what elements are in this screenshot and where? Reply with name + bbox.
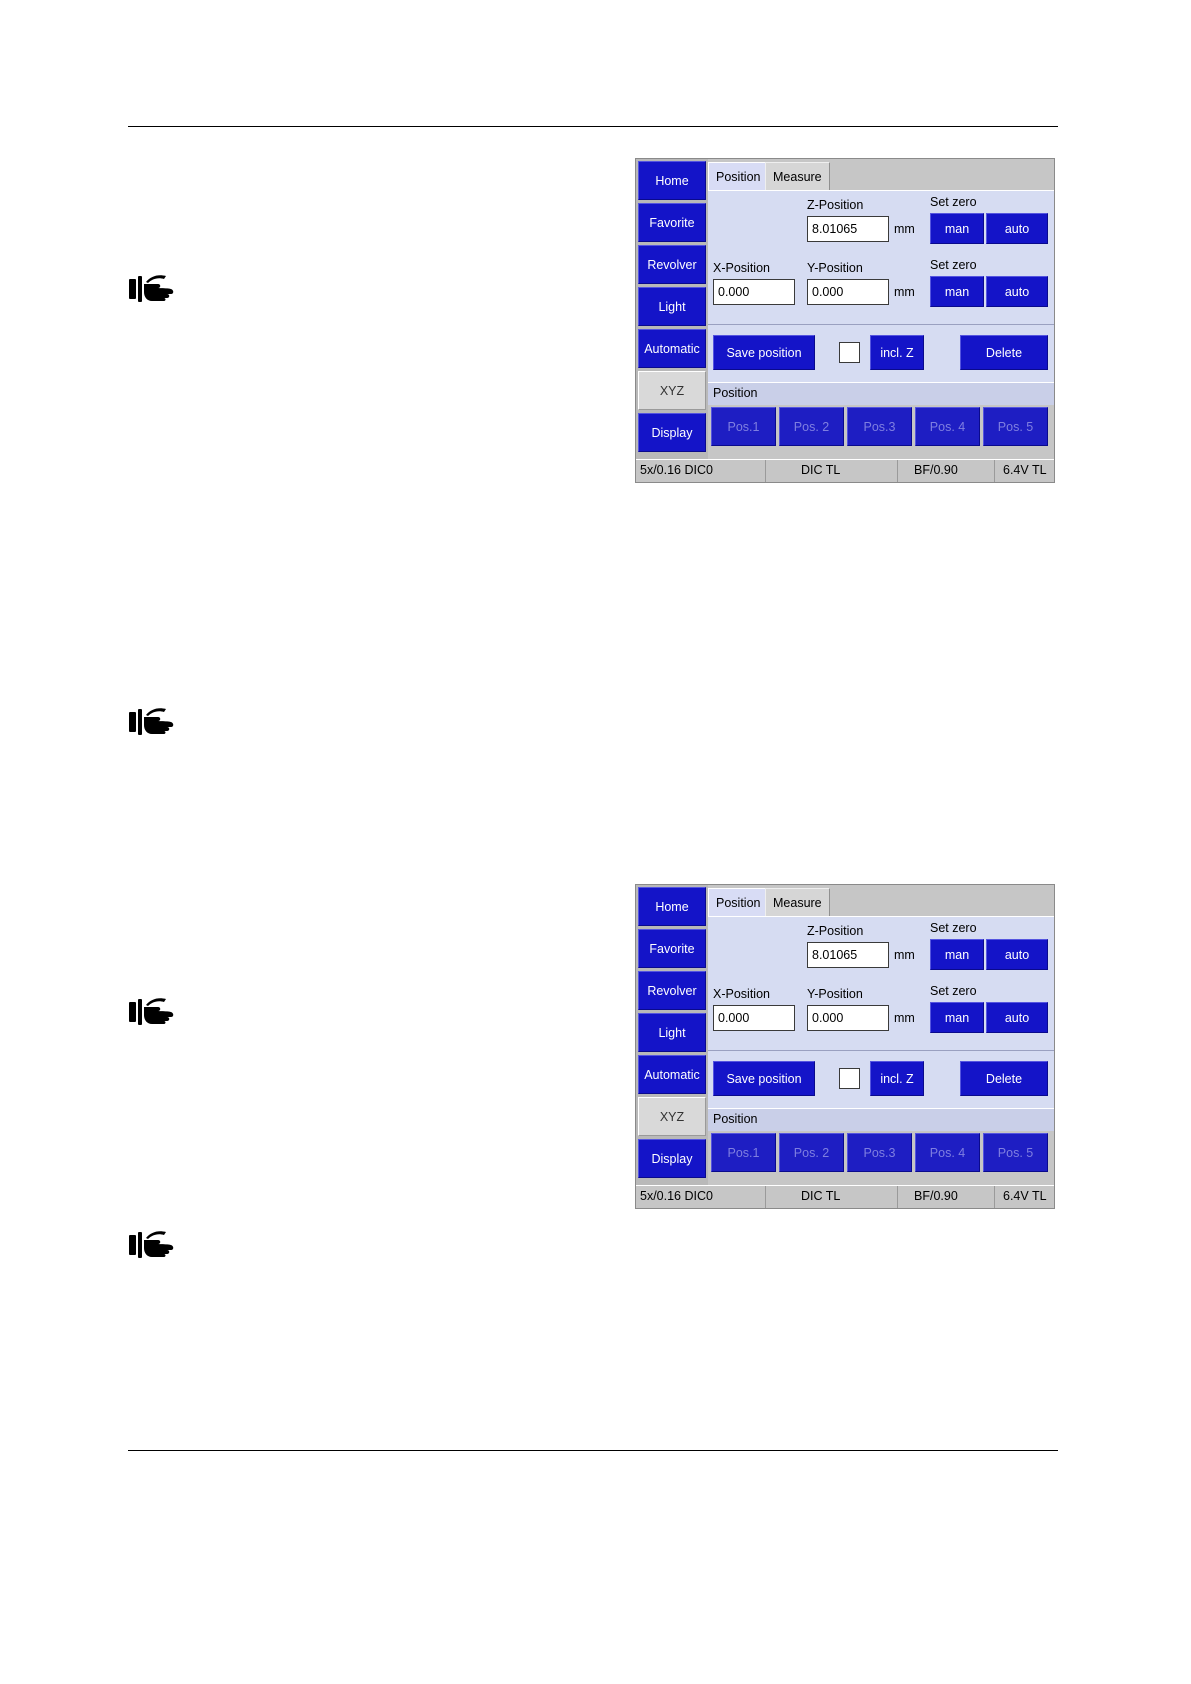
set-zero-auto-button-top[interactable] bbox=[986, 939, 1048, 970]
sidebar-item-revolver[interactable] bbox=[638, 245, 706, 284]
set-zero-auto-button-bottom[interactable] bbox=[986, 276, 1048, 307]
save-position-row bbox=[708, 1050, 1054, 1109]
button-label: man bbox=[944, 221, 970, 236]
x-position-label: X-Position bbox=[713, 261, 770, 275]
position-group-header bbox=[708, 1108, 1054, 1132]
position-button-1[interactable] bbox=[711, 1133, 776, 1172]
status-divider bbox=[897, 1186, 898, 1208]
position-button-3[interactable] bbox=[847, 1133, 912, 1172]
button-label: man bbox=[944, 947, 970, 962]
set-zero-auto-button-bottom[interactable] bbox=[986, 1002, 1048, 1033]
xyz-control-panel[interactable] bbox=[635, 884, 1055, 1209]
button-label: Pos. 4 bbox=[929, 419, 966, 434]
x-position-input[interactable] bbox=[713, 279, 795, 305]
z-position-input[interactable] bbox=[807, 216, 889, 242]
panel-sidebar bbox=[636, 159, 708, 482]
save-position-row bbox=[708, 324, 1054, 383]
x-position-value: 0.000 bbox=[718, 1011, 750, 1025]
y-position-label: Y-Position bbox=[807, 261, 863, 275]
z-position-unit: mm bbox=[894, 222, 915, 236]
z-position-unit: mm bbox=[894, 948, 915, 962]
hand-pointer-icon bbox=[128, 995, 186, 1029]
tabstrip bbox=[708, 885, 1054, 916]
sidebar-item-label: XYZ bbox=[659, 383, 685, 398]
button-label: Pos. 5 bbox=[997, 419, 1034, 434]
status-contrast: DIC TL bbox=[801, 1189, 841, 1203]
button-label: auto bbox=[1004, 221, 1030, 236]
sidebar-item-label: Revolver bbox=[647, 983, 697, 998]
button-label: incl. Z bbox=[880, 345, 914, 360]
sidebar-item-favorite[interactable] bbox=[638, 929, 706, 968]
button-label: Delete bbox=[985, 345, 1023, 360]
set-zero-label-bottom: Set zero bbox=[930, 984, 977, 998]
status-condenser: BF/0.90 bbox=[914, 1189, 958, 1203]
position-button-4[interactable] bbox=[915, 1133, 980, 1172]
position-fields-area bbox=[708, 190, 1054, 325]
position-button-5[interactable] bbox=[983, 407, 1048, 446]
sidebar-item-label: Favorite bbox=[649, 941, 695, 956]
panel-content bbox=[708, 159, 1054, 482]
incl-z-button[interactable] bbox=[870, 335, 924, 370]
sidebar-item-automatic[interactable] bbox=[638, 329, 706, 368]
xy-position-unit: mm bbox=[894, 285, 915, 299]
sidebar-item-label: Display bbox=[651, 425, 693, 440]
status-divider bbox=[994, 1186, 995, 1208]
status-lamp: 6.4V TL bbox=[1003, 463, 1047, 477]
sidebar-item-light[interactable] bbox=[638, 287, 706, 326]
status-contrast: DIC TL bbox=[801, 463, 841, 477]
panel-content bbox=[708, 885, 1054, 1208]
set-zero-auto-button-top[interactable] bbox=[986, 213, 1048, 244]
position-button-3[interactable] bbox=[847, 407, 912, 446]
status-divider bbox=[897, 460, 898, 482]
button-label: auto bbox=[1004, 947, 1030, 962]
sidebar-item-label: Home bbox=[655, 899, 689, 914]
z-position-value: 8.01065 bbox=[812, 948, 858, 962]
button-label: Pos. 2 bbox=[793, 1145, 830, 1160]
set-zero-man-button-top[interactable] bbox=[930, 939, 984, 970]
tab-label: Measure bbox=[773, 169, 822, 184]
sidebar-item-label: Light bbox=[658, 1025, 686, 1040]
sidebar-item-automatic[interactable] bbox=[638, 1055, 706, 1094]
sidebar-item-label: Home bbox=[655, 173, 689, 188]
button-label: auto bbox=[1004, 284, 1030, 299]
sidebar-item-label: Favorite bbox=[649, 215, 695, 230]
position-button-2[interactable] bbox=[779, 407, 844, 446]
position-button-5[interactable] bbox=[983, 1133, 1048, 1172]
position-group-header bbox=[708, 382, 1054, 406]
button-label: man bbox=[944, 284, 970, 299]
button-label: Pos.3 bbox=[863, 419, 896, 434]
sidebar-item-home[interactable] bbox=[638, 887, 706, 926]
set-zero-man-button-bottom[interactable] bbox=[930, 1002, 984, 1033]
x-position-input[interactable] bbox=[713, 1005, 795, 1031]
button-label: Pos.1 bbox=[727, 1145, 760, 1160]
x-position-value: 0.000 bbox=[718, 285, 750, 299]
position-buttons-row bbox=[708, 405, 1054, 448]
hand-pointer-icon bbox=[128, 272, 186, 306]
header-rule bbox=[128, 126, 1058, 127]
button-label: Save position bbox=[726, 1071, 802, 1086]
button-label: auto bbox=[1004, 1010, 1030, 1025]
xyz-control-panel[interactable] bbox=[635, 158, 1055, 483]
z-position-label: Z-Position bbox=[807, 924, 864, 938]
tab-measure[interactable] bbox=[765, 162, 830, 190]
incl-z-checkbox[interactable] bbox=[839, 1068, 860, 1089]
save-position-button[interactable] bbox=[713, 1061, 815, 1096]
y-position-label: Y-Position bbox=[807, 987, 863, 1001]
sidebar-item-xyz[interactable] bbox=[638, 371, 706, 410]
set-zero-label-top: Set zero bbox=[930, 921, 977, 935]
y-position-value: 0.000 bbox=[812, 1011, 844, 1025]
status-bar bbox=[636, 1185, 1054, 1208]
tab-label: Measure bbox=[773, 895, 822, 910]
button-label: Pos.1 bbox=[727, 419, 760, 434]
button-label: Pos.3 bbox=[863, 1145, 896, 1160]
sidebar-item-label: XYZ bbox=[659, 1109, 685, 1124]
position-button-1[interactable] bbox=[711, 407, 776, 446]
position-button-2[interactable] bbox=[779, 1133, 844, 1172]
status-objective: 5x/0.16 DIC0 bbox=[640, 463, 713, 477]
sidebar-item-display[interactable] bbox=[638, 1139, 706, 1178]
tab-label: Position bbox=[716, 169, 761, 184]
set-zero-man-button-bottom[interactable] bbox=[930, 276, 984, 307]
y-position-input[interactable] bbox=[807, 279, 889, 305]
button-label: Delete bbox=[985, 1071, 1023, 1086]
hand-pointer-icon bbox=[128, 705, 186, 739]
position-fields-area bbox=[708, 916, 1054, 1051]
sidebar-item-label: Display bbox=[651, 1151, 693, 1166]
delete-button[interactable] bbox=[960, 335, 1048, 370]
set-zero-man-button-top[interactable] bbox=[930, 213, 984, 244]
button-label: Save position bbox=[726, 345, 802, 360]
button-label: Pos. 2 bbox=[793, 419, 830, 434]
button-label: Pos. 5 bbox=[997, 1145, 1034, 1160]
z-position-label: Z-Position bbox=[807, 198, 864, 212]
status-objective: 5x/0.16 DIC0 bbox=[640, 1189, 713, 1203]
button-label: man bbox=[944, 1010, 970, 1025]
z-position-input[interactable] bbox=[807, 942, 889, 968]
status-divider bbox=[765, 1186, 766, 1208]
status-divider bbox=[994, 460, 995, 482]
sidebar-item-label: Light bbox=[658, 299, 686, 314]
incl-z-button[interactable] bbox=[870, 1061, 924, 1096]
panel-sidebar bbox=[636, 885, 708, 1208]
save-position-button[interactable] bbox=[713, 335, 815, 370]
position-button-4[interactable] bbox=[915, 407, 980, 446]
status-condenser: BF/0.90 bbox=[914, 463, 958, 477]
position-group-label: Position bbox=[713, 386, 758, 400]
xy-position-unit: mm bbox=[894, 1011, 915, 1025]
button-label: incl. Z bbox=[880, 1071, 914, 1086]
sidebar-item-favorite[interactable] bbox=[638, 203, 706, 242]
status-lamp: 6.4V TL bbox=[1003, 1189, 1047, 1203]
tab-label: Position bbox=[716, 895, 761, 910]
y-position-value: 0.000 bbox=[812, 285, 844, 299]
x-position-label: X-Position bbox=[713, 987, 770, 1001]
sidebar-item-light[interactable] bbox=[638, 1013, 706, 1052]
delete-button[interactable] bbox=[960, 1061, 1048, 1096]
y-position-input[interactable] bbox=[807, 1005, 889, 1031]
z-position-value: 8.01065 bbox=[812, 222, 858, 236]
sidebar-item-display[interactable] bbox=[638, 413, 706, 452]
tab-position[interactable] bbox=[708, 888, 768, 916]
incl-z-checkbox[interactable] bbox=[839, 342, 860, 363]
set-zero-label-top: Set zero bbox=[930, 195, 977, 209]
sidebar-item-xyz[interactable] bbox=[638, 1097, 706, 1136]
sidebar-item-label: Automatic bbox=[644, 341, 700, 356]
tab-position[interactable] bbox=[708, 162, 768, 190]
sidebar-item-label: Automatic bbox=[644, 1067, 700, 1082]
footer-rule bbox=[128, 1450, 1058, 1451]
status-bar bbox=[636, 459, 1054, 482]
set-zero-label-bottom: Set zero bbox=[930, 258, 977, 272]
tabstrip bbox=[708, 159, 1054, 190]
sidebar-item-label: Revolver bbox=[647, 257, 697, 272]
hand-pointer-icon bbox=[128, 1228, 186, 1262]
sidebar-item-home[interactable] bbox=[638, 161, 706, 200]
sidebar-item-revolver[interactable] bbox=[638, 971, 706, 1010]
status-divider bbox=[765, 460, 766, 482]
button-label: Pos. 4 bbox=[929, 1145, 966, 1160]
position-group-label: Position bbox=[713, 1112, 758, 1126]
tab-measure[interactable] bbox=[765, 888, 830, 916]
position-buttons-row bbox=[708, 1131, 1054, 1174]
